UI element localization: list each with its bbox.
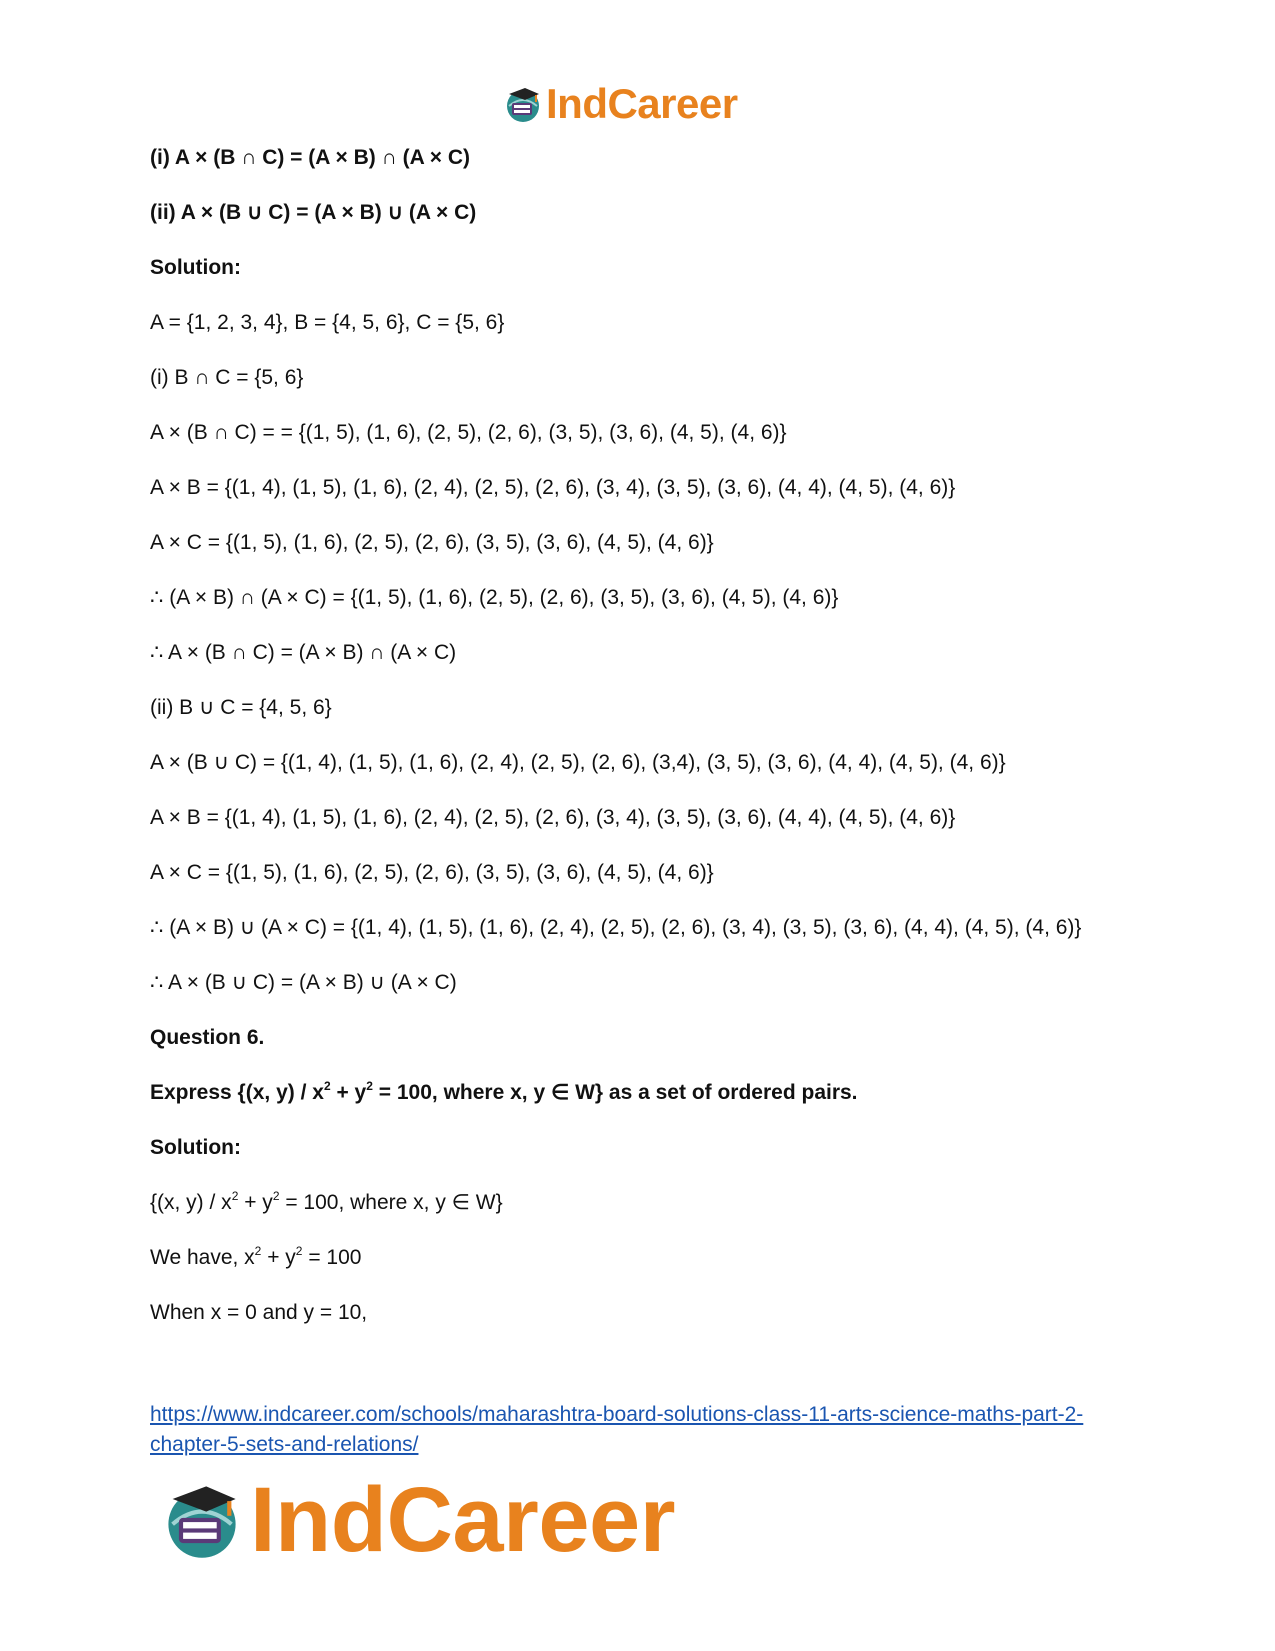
text-line: (i) B ∩ C = {5, 6}: [150, 366, 304, 389]
text-line: Express {(x, $y) / x^2 + y^2 = 100$, where x, y ∈ W} as a set of ordered pairs.: [150, 1079, 858, 1104]
logo-wordmark: IndCareer: [250, 1468, 675, 1571]
text-line: A = {1, 2, 3, 4}, B = {4, 5, 6}, C = {5, 6}: [150, 311, 505, 334]
text-line: ∴ (A × B) ∪ (A × C) = {(1, 4), (1, 5), (1, 6), (2, 4), (2, 5), (2, 6), (3, 4), (3, 5), (3, 6), (4, 4), (4, 5), (4, 6)}: [150, 916, 1082, 939]
text-line: Question 6.: [150, 1026, 265, 1049]
text-line: ∴ (A × B) ∩ (A × C) = {(1, 5), (1, 6), (2, 5), (2, 6), (3, 5), (3, 6), (4, 5), (4, 6)}: [150, 586, 839, 609]
text-line: ∴ A × (B ∪ C) = (A × B) ∪ (A × C): [150, 971, 457, 994]
document-body: [150, 143, 1140, 1353]
text-line: A × C = {(1, 5), (1, 6), (2, 5), (2, 6), (3, 5), (3, 6), (4, 5), (4, 6)}: [150, 861, 714, 884]
footer-logo: [160, 1470, 675, 1570]
graduation-cap-book-globe-icon: [160, 1478, 244, 1562]
text-line: A × (B ∩ C) = = {(1, 5), (1, 6), (2, 5), (2, 6), (3, 5), (3, 6), (4, 5), (4, 6)}: [150, 421, 787, 444]
source-url-link[interactable]: https://www.indcareer.com/schools/maharashtra-board-solutions-class-11-arts-science-maths-part-2-chapter-5-sets-and-relations/: [150, 1403, 1084, 1456]
logo-wordmark: IndCareer: [546, 80, 738, 127]
header-logo: [503, 80, 738, 128]
text-line: Solution:: [150, 1136, 241, 1159]
text-line: A × (B ∪ C) = {(1, 4), (1, 5), (1, 6), (2, 4), (2, 5), (2, 6), (3,4), (3, 5), (3, 6), (4, 4), (4, 5), (4, 6)}: [150, 751, 1006, 774]
text-line: A × C = {(1, 5), (1, 6), (2, 5), (2, 6), (3, 5), (3, 6), (4, 5), (4, 6)}: [150, 531, 714, 554]
text-line: Solution:: [150, 256, 241, 279]
text-line: {(x, $y) / x^2 + y^2 = 100$, where x, y ∈ W}: [150, 1189, 503, 1214]
text-line: (ii) A × (B ∪ C) = (A × B) ∪ (A × C): [150, 201, 477, 224]
text-line: When x = 0 and y = 10,: [150, 1301, 368, 1324]
graduation-cap-book-globe-icon: [503, 84, 543, 124]
text-line: (ii) B ∪ C = {4, 5, 6}: [150, 696, 332, 719]
text-line: ∴ A × (B ∩ C) = (A × B) ∩ (A × C): [150, 641, 457, 664]
text-line: A × B = {(1, 4), (1, 5), (1, 6), (2, 4), (2, 5), (2, 6), (3, 4), (3, 5), (3, 6), (4, 4), (4, 5), (4, 6)}: [150, 476, 956, 499]
text-line: We have, $x^2 + y^2 = 100$: [150, 1244, 362, 1269]
text-line: (i) A × (B ∩ C) = (A × B) ∩ (A × C): [150, 146, 471, 169]
text-line: A × B = {(1, 4), (1, 5), (1, 6), (2, 4), (2, 5), (2, 6), (3, 4), (3, 5), (3, 6), (4, 4), (4, 5), (4, 6)}: [150, 806, 956, 829]
